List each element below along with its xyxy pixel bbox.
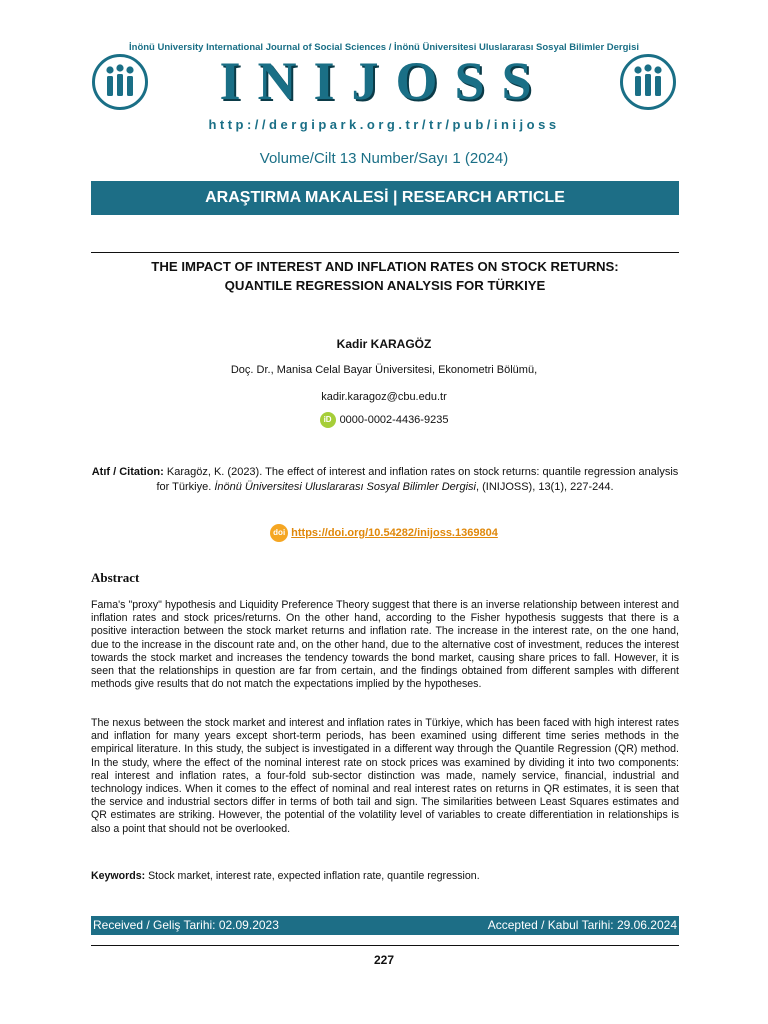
doi-link[interactable]: https://doi.org/10.54282/inijoss.1369804 (291, 526, 498, 539)
doi-row (0, 524, 768, 542)
citation (91, 465, 679, 495)
orcid-id-link[interactable]: 0000-0002-4436-9235 (339, 413, 449, 426)
author-name: Kadir KARAGÖZ (336, 337, 432, 351)
keywords-label: Keywords: (91, 870, 146, 882)
page-number: 227 (373, 953, 395, 967)
author-email-link[interactable]: kadir.karagoz@cbu.edu.tr (321, 391, 447, 403)
journal-header-line: İnönü University International Journal of Social Sciences / İnönü Üniversitesi Uluslararası Sosyal Bilimler Dergisi (129, 42, 639, 53)
title-top-rule (91, 252, 679, 253)
title-line-2: QUANTILE REGRESSION ANALYSIS FOR TÜRKIYE (224, 278, 546, 293)
citation-text: Karagöz, K. (2023). The effect of interest and inflation rates on stock returns: quantile regression analysis for Türkiye. (156, 466, 679, 493)
keywords-text: Stock market, interest rate, expected inflation rate, quantile regression. (145, 870, 480, 882)
article-type-banner: ARAŞTIRMA MAKALESİ | RESEARCH ARTICLE (91, 181, 679, 215)
keywords (91, 870, 679, 882)
citation-journal: İnönü Üniversitesi Uluslararası Sosyal Bilimler Dergisi (214, 481, 476, 493)
abstract-paragraph-1: Fama's "proxy" hypothesis and Liquidity Preference Theory suggest that there is an inverse relationship between interest and inflation rates and stock prices/returns. On the other hand, according to the Fisher hypothesis suggests that there is a positive interaction between the stock market returns and inflation rate. The increase in the interest rate, on the one hand, due to the increase in the discount rate and, on the other hand, due to the alternative cost of investment, reduces the interest towards the stock market and increases the tendency towards the bond market, causing share prices to fall. However, it is seen that the relationships in question are far from certain, and the findings obtained from different samples with different methods give results that do not match the expectations implied by the hypotheses. (91, 599, 679, 691)
author-affiliation: Doç. Dr., Manisa Celal Bayar Üniversitesi, Ekonometri Bölümü, (230, 364, 538, 376)
accepted-date: Accepted / Kabul Tarihi: 29.06.2024 (487, 918, 677, 932)
citation-tail: , (INIJOSS), 13(1), 227-244. (475, 481, 614, 493)
footer-rule (91, 945, 679, 946)
orcid-icon: iD (320, 412, 336, 428)
doi-icon: doi (270, 524, 288, 542)
abstract-paragraph-2: The nexus between the stock market and interest and inflation rates in Türkiye, which has been faced with high interest rates and inflation for many years except short-term periods, has been examined using different time series methods in the empirical literature. In this study, the subject is investigated in a different way through the Quantile Regression (QR) method. In the study, where the effect of the nominal interest rate on stock prices was examined by dividing it into two components: real interest and inflation rates, a four-fold sub-sector distinction was made, namely service, financial, industrial and technology indices. When it comes to the effect of nominal and real interest rates on returns in QR estimates, it is seen that the service and industrial sectors differ in terms of both tail and sign. The similarities between Least Squares estimates and QR estimates are striking. However, the potential of the volatility level of variables to create differentiation in relationships is also a point that should not be overlooked. (91, 717, 679, 835)
abstract-heading: Abstract (91, 570, 140, 585)
title-line-1: THE IMPACT OF INTEREST AND INFLATION RATES ON STOCK RETURNS: (151, 259, 619, 274)
article-title (91, 257, 679, 295)
dates-bar (91, 916, 679, 935)
journal-url-link[interactable]: http://dergipark.org.tr/tr/pub/inijoss (208, 117, 560, 132)
journal-brand: INIJOSS (219, 51, 549, 111)
citation-label: Atıf / Citation: (91, 466, 164, 478)
volume-info: Volume/Cilt 13 Number/Sayı 1 (2024) (259, 150, 509, 167)
received-date: Received / Geliş Tarihi: 02.09.2023 (93, 918, 279, 932)
orcid-row (0, 412, 768, 428)
